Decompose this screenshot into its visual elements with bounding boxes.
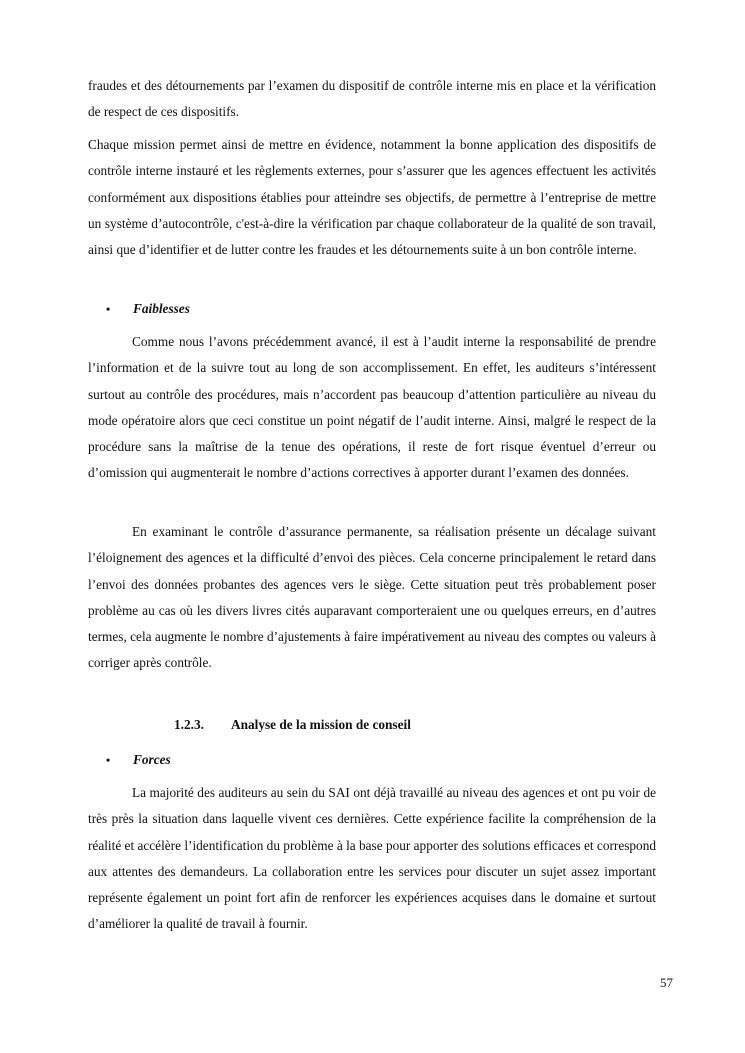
paragraph-forces-auditeurs: La majorité des auditeurs au sein du SAI ont déjà travaillé au niveau des agences et ont pu voir de très près la situation dans laquelle vivent ces dernières. Cette expérience facilite la compréhension de la réalité et accélère l’identification du problème à la base pour apporter des solutions efficaces et correspond aux attentes des demandeurs. La collaboration entre les services pour discuter un sujet assez important représente également un point fort afin de renforcer les expériences acquises dans le domaine et surtout d’améliorer la qualité de travail à fournir.	[88, 785, 656, 932]
section-title: Analyse de la mission de conseil	[231, 717, 411, 732]
bullet-label-faiblesses: Faiblesses	[133, 301, 190, 316]
bullet-label-forces: Forces	[133, 752, 171, 767]
section-number: 1.2.3.	[174, 717, 204, 732]
bullet-dot: •	[106, 302, 111, 316]
bullet-dot: •	[106, 753, 111, 767]
paragraph-faiblesses-assurance: En examinant le contrôle d’assurance permanente, sa réalisation présente un décalage suivant l’éloignement des agences et la difficulté d’envoi des pièces. Cela concerne principalement le retard dans l’envoi des données probantes des agences vers le siège. Cette situation peut très probablement poser problème au cas où les divers livres cités auparavant comporteraient une ou quelques erreurs, en d’autres termes, cela augmente le nombre d’ajustements à faire impérativement au niveau des comptes ou valeurs à corriger après contrôle.	[88, 524, 656, 671]
page-number: 57	[660, 975, 673, 990]
paragraph-fraudes-continuation: fraudes et des détournements par l’examen du dispositif de contrôle interne mis en place et la vérification de respect de ces dispositifs.	[88, 78, 656, 120]
paragraph-faiblesses-audit: Comme nous l’avons précédemment avancé, il est à l’audit interne la responsabilité de prendre l’information et de la suivre tout au long de son accomplissement. En effet, les auditeurs s’intéressent surtout au contrôle des procédures, mais n’accordent pas beaucoup d’attention particulière au niveau du mode opératoire alors que ceci constitue un point négatif de l’audit interne. Ainsi, malgré le respect de la procédure sans la maîtrise de la tenue des opérations, il reste de fort risque éventuel d’erreur ou d’omission qui augmenterait le nombre d’actions correctives à apporter durant l’examen des données.	[88, 334, 656, 481]
paragraph-mission-benefits: Chaque mission permet ainsi de mettre en évidence, notamment la bonne application des dispositifs de contrôle interne instauré et les règlements externes, pour s’assurer que les agences effectuent les activités conformément aux dispositions établies pour atteindre ses objectifs, de permettre à l’entreprise de mettre un système d’autocontrôle, c'est-à-dire la vérification par chaque collaborateur de la qualité de son travail, ainsi que d’identifier et de lutter contre les fraudes et les détournements suite à un bon contrôle interne.	[88, 137, 656, 258]
